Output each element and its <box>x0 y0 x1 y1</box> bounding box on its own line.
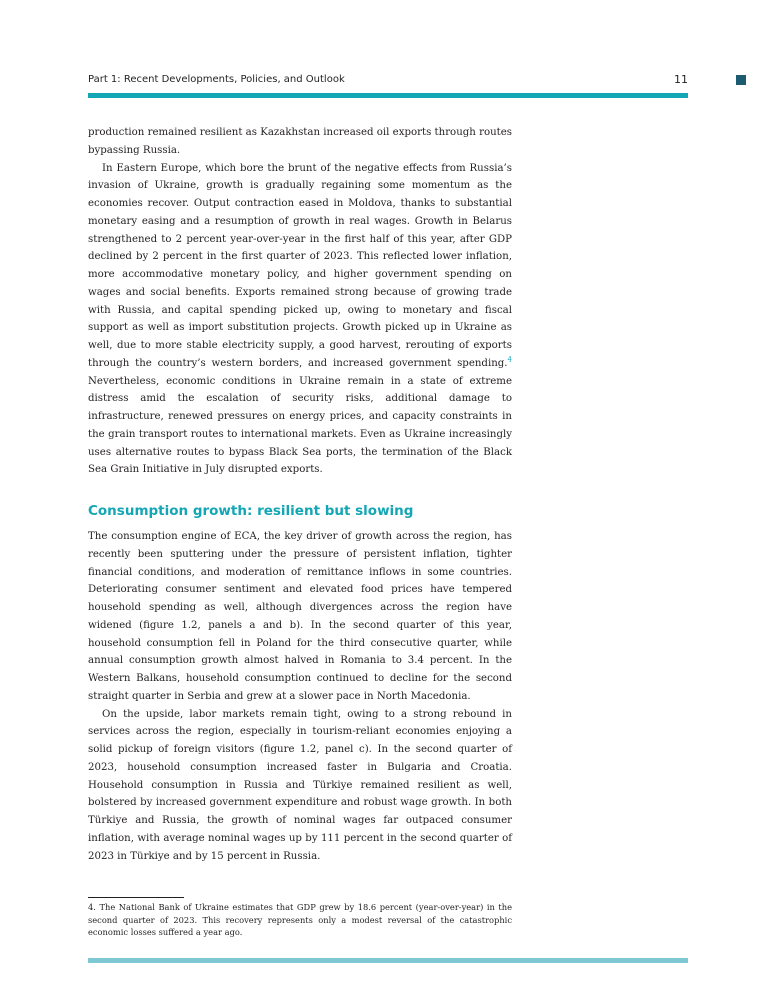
section-heading: Consumption growth: resilient but slowing <box>88 503 414 519</box>
footnote-ref-link[interactable]: 4 <box>507 355 512 364</box>
section-title: Part 1: Recent Developments, Policies, and Outlook <box>88 74 345 85</box>
main-text <box>88 124 512 865</box>
page-number: 11 <box>674 73 688 86</box>
paragraph: The consumption engine of ECA, the key driver of growth across the region, has recently been sputtering under the pressure of persistent inflation, tighter financial conditions, and moderation of remittance inflows in some countries. Deteriorating consumer sentiment and elevated food prices have tempered household spending as well, although divergences across the region have widened (figure 1.2, panels a and b). In the second quarter of this year, household consumption fell in Poland for the third consecutive quarter, while annual consumption growth almost halved in Romania to 3.4 percent. In the Western Balkans, household consumption continued to decline for the second straight quarter in Serbia and grew at a slower pace in North Macedonia. <box>88 531 512 702</box>
header-rule <box>88 93 688 98</box>
paragraph-text: Nevertheless, economic conditions in Ukraine remain in a state of extreme distress amid the escalation of security risks, additional damage to infrastructure, renewed pressures on energy prices, and capacity constraints in the grain transport routes to international markets. Even as Ukraine increasingly uses alternative routes to bypass Black Sea ports, the termination of the Black Sea Grain Initiative in July disrupted exports. <box>88 375 512 476</box>
paragraph <box>88 160 512 480</box>
paragraph-text: In Eastern Europe, which bore the brunt of the negative effects from Russia’s invasion of Ukraine, growth is gradually regaining some momentum as the economies recover. Output contraction eased in Moldova, thanks to substantial monetary easing and a resumption of growth in real wages. Growth in Belarus strengthened to 2 percent year-over-year in the first half of this year, after GDP declined by 2 percent in the first quarter of 2023. This reflected lower inflation, more accommodative monetary policy, and higher government spending on wages and social benefits. Exports remained strong because of growing trade with Russia, and capital spending picked up, owing to monetary and fiscal support as well as import substitution projects. Growth picked up in Ukraine as well, due to more stable electricity supply, a good harvest, rerouting of exports through the country’s western borders, and increased government spending. <box>88 162 512 369</box>
running-header <box>88 71 688 89</box>
square-marker-icon <box>736 75 746 85</box>
paragraph: production remained resilient as Kazakhstan increased oil exports through routes bypassing Russia. <box>88 127 512 156</box>
footer-rule <box>88 958 688 963</box>
paragraph: On the upside, labor markets remain tight, owing to a strong rebound in services across the region, especially in tourism-reliant economies enjoying a solid pickup of foreign visitors (figure 1.2, panel c). In the second quarter of 2023, household consumption increased faster in Bulgaria and Croatia. Household consumption in Russia and Türkiye remained resilient as well, bolstered by increased government expenditure and robust wage growth. In both Türkiye and Russia, the growth of nominal wages far outpaced consumer inflation, with average nominal wages up by 111 percent in the second quarter of 2023 in Türkiye and by 15 percent in Russia. <box>88 708 512 862</box>
footnote-rule <box>88 897 184 898</box>
footnote: 4. The National Bank of Ukraine estimates that GDP grew by 18.6 percent (year-over-year) in the second quarter of 2023. This recovery represents only a modest reversal of the catastrophic economic losses suffered a year ago. <box>88 902 512 937</box>
